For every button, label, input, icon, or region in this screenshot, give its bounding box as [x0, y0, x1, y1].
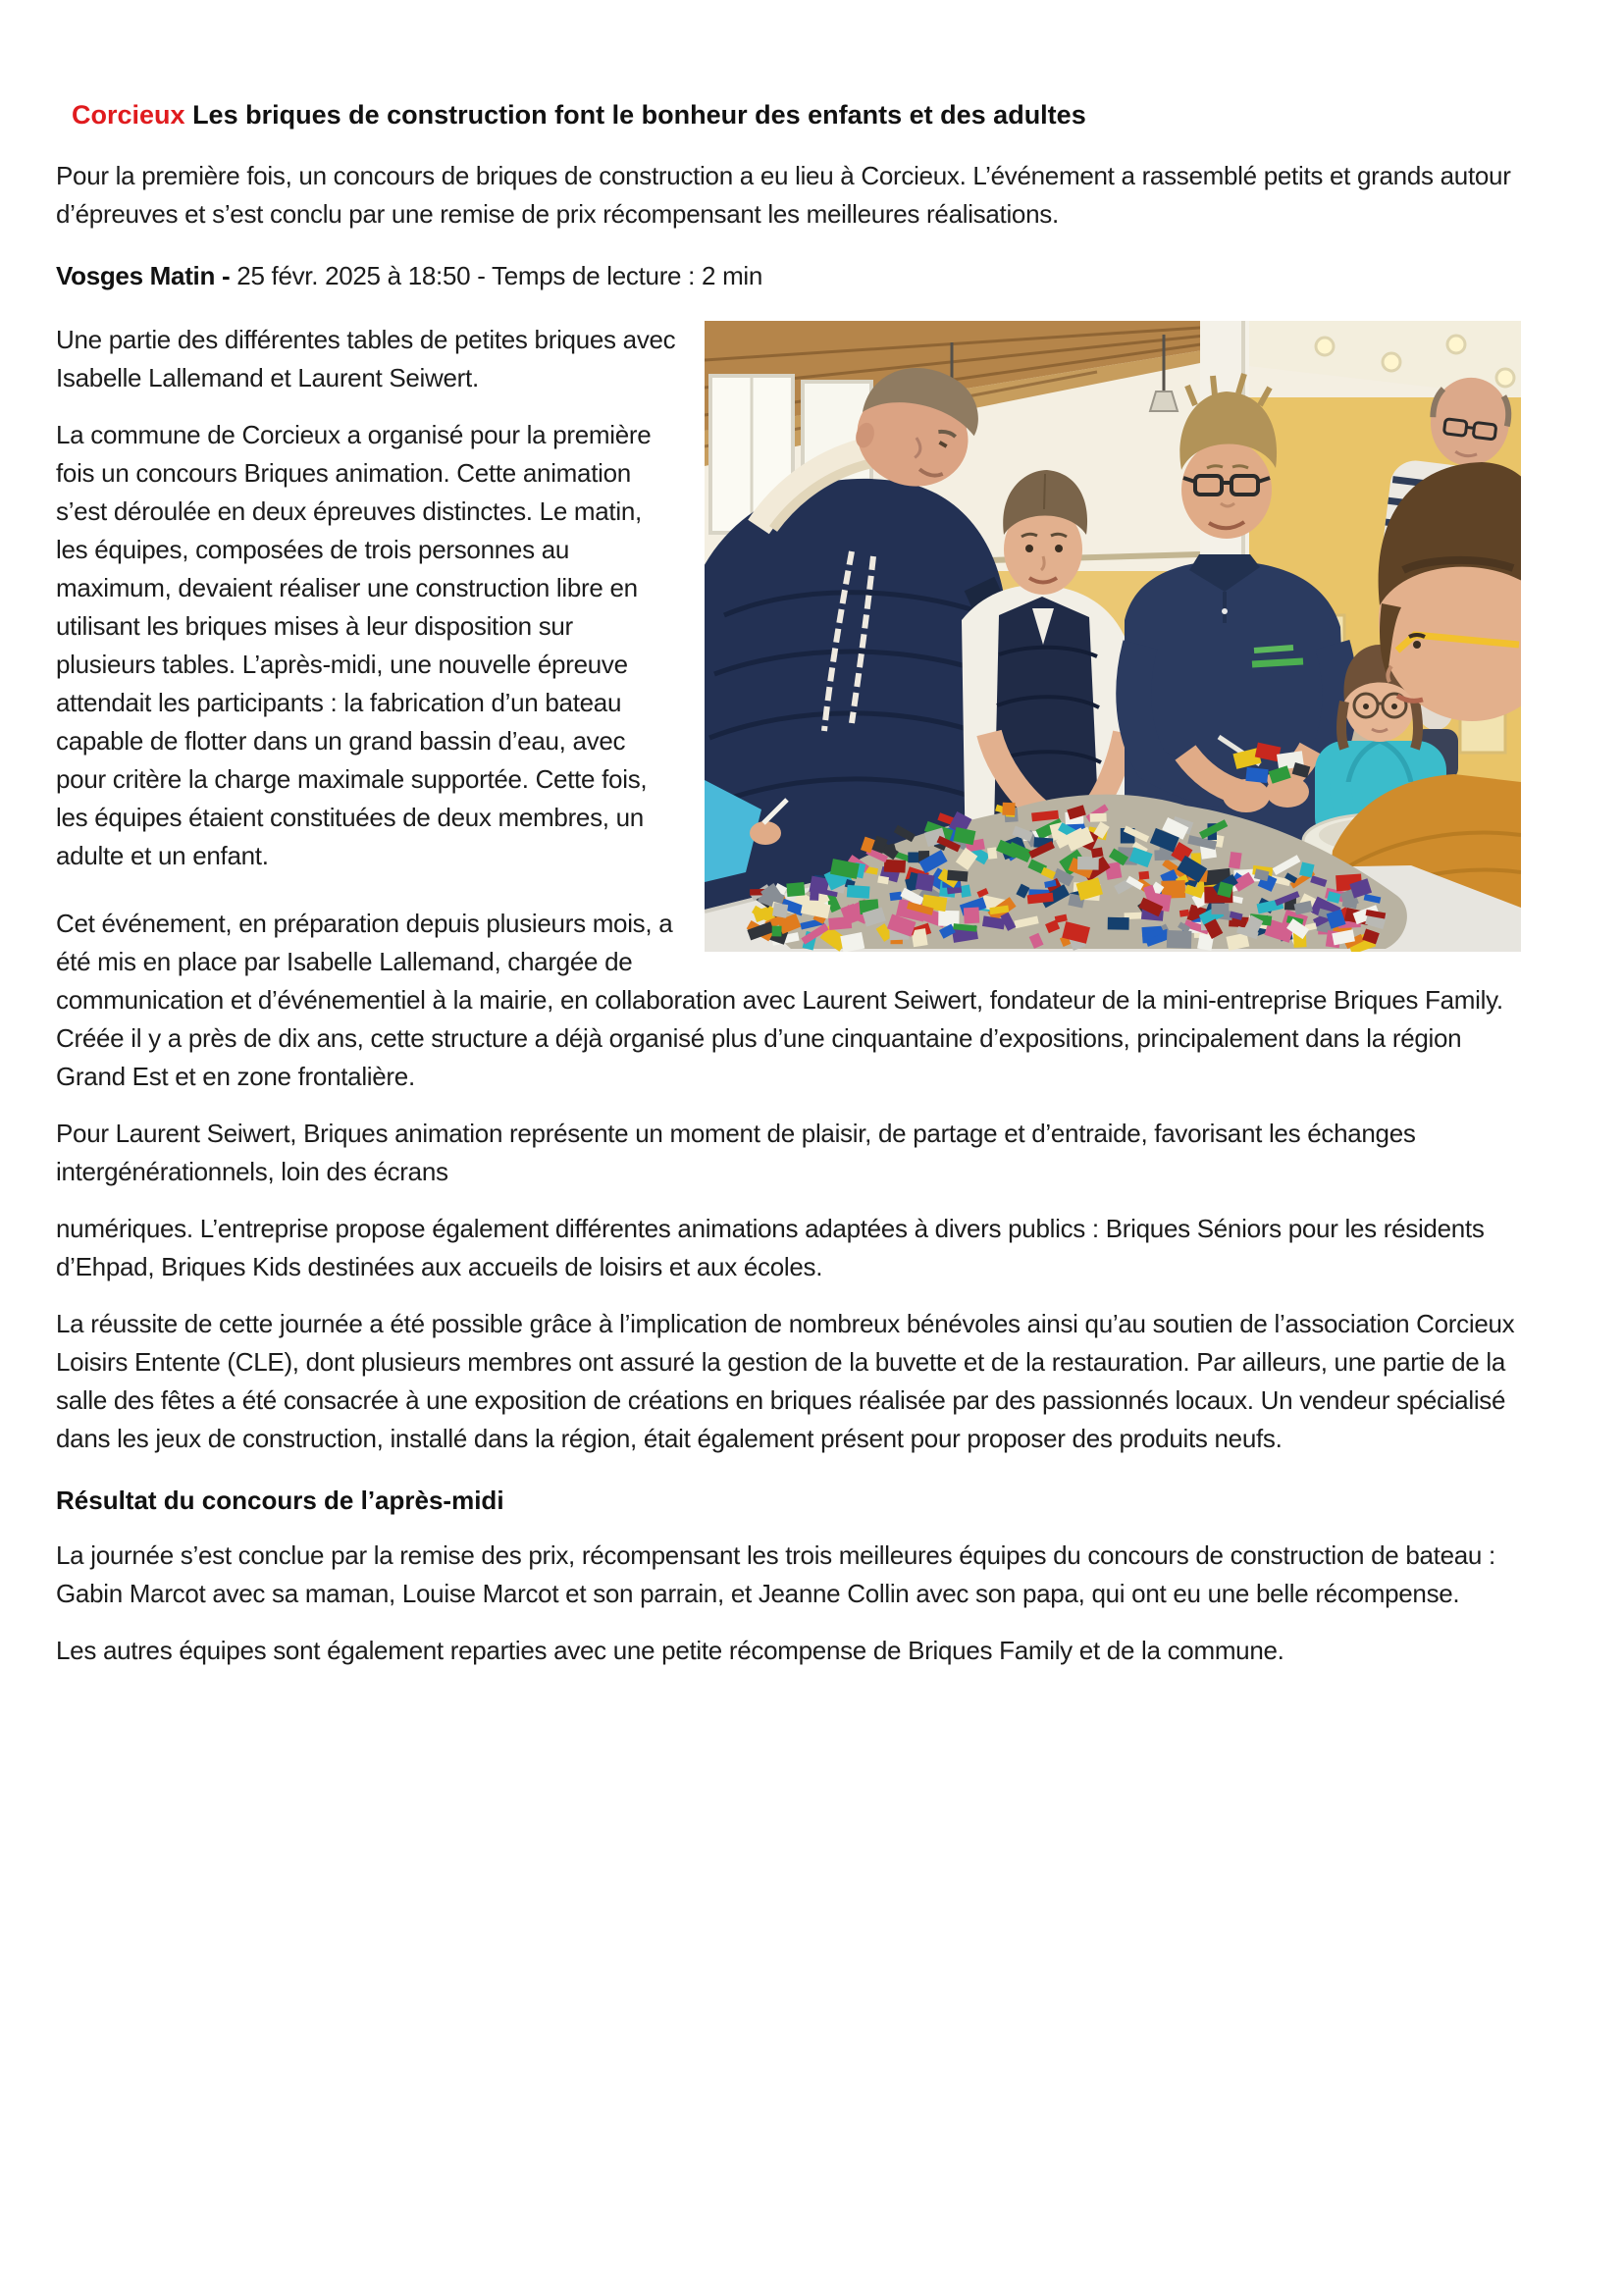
paragraph-7: Les autres équipes sont également reparties avec une petite récompense de Briques Family et de la commune.	[56, 1636, 1284, 1665]
paragraph-2: Cet événement, en préparation depuis plusieurs mois, a été mis en place par Isabelle Lallemand, chargée de communication et d’événementiel à la mairie, en collaboration avec Laurent Seiwert, fondateur de la mini-entreprise Briques Family. Créée il y a près de dix ans, cette structure a déjà organisé plus d’une cinquantaine d’expositions, principalement dans la région Grand Est et en zone frontalière.	[56, 909, 1503, 1091]
byline-meta: 25 févr. 2025 à 18:50 - Temps de lecture : 2 min	[236, 261, 763, 290]
photo-caption: Une partie des différentes tables de petites briques avec Isabelle Lallemand et Laurent Seiwert.	[56, 325, 676, 392]
paragraph-1: La commune de Corcieux a organisé pour la première fois un concours Briques animation. Cette animation s’est déroulée en deux épreuves distinctes. Le matin, les équipes, composées de trois personnes au maximum, devaient réaliser une construction libre en utilisant les briques mises à leur disposition sur plusieurs tables. L’après-midi, une nouvelle épreuve attendait les participants : la fabrication d’un bateau capable de flotter dans un grand bassin d’eau, avec pour critère la charge maximale supportée. Cette fois, les équipes étaient constituées de deux membres, un adulte et un enfant.	[56, 420, 652, 870]
article-body	[56, 321, 1521, 1670]
paragraph-4: numériques. L’entreprise propose également différentes animations adaptées à divers publics : Briques Séniors pour les résidents d’Ehpad, Briques Kids destinées aux accueils de loisirs et aux écoles.	[56, 1214, 1485, 1281]
kicker-label: Corcieux	[72, 100, 185, 130]
paragraph-6: La journée s’est conclue par la remise des prix, récompensant les trois meilleures équipes du concours de construction de bateau : Gabin Marcot avec sa maman, Louise Marcot et son parrain, et Jeanne Collin avec son papa, qui ont eu une belle récompense.	[56, 1540, 1495, 1608]
standfirst: Pour la première fois, un concours de briques de construction a eu lieu à Corcieux. L’événement a rassemblé petits et grands autour d’épreuves et s’est conclu par une remise de prix récompensant les meilleures réalisations.	[56, 161, 1511, 229]
subheading: Résultat du concours de l’après-midi	[56, 1486, 504, 1515]
article-photo-illustration	[705, 321, 1521, 952]
article-photo	[705, 321, 1521, 952]
paragraph-3: Pour Laurent Seiwert, Briques animation représente un moment de plaisir, de partage et d’entraide, favorisant les échanges intergénérationnels, loin des écrans	[56, 1119, 1416, 1186]
byline-source: Vosges Matin -	[56, 261, 231, 290]
headline-text: Les briques de construction font le bonheur des enfants et des adultes	[192, 100, 1086, 130]
headline	[72, 98, 1521, 131]
byline	[56, 257, 1521, 295]
paragraph-5: La réussite de cette journée a été possible grâce à l’implication de nombreux bénévoles ainsi qu’au soutien de l’association Corcieux Loisirs Entente (CLE), dont plusieurs membres ont assuré la gestion de la buvette et de la restauration. Par ailleurs, une partie de la salle des fêtes a été consacrée à une exposition de créations en briques réalisée par des passionnés locaux. Un vendeur spécialisé dans les jeux de construction, installé dans la région, était également présent pour proposer des produits neufs.	[56, 1309, 1515, 1453]
